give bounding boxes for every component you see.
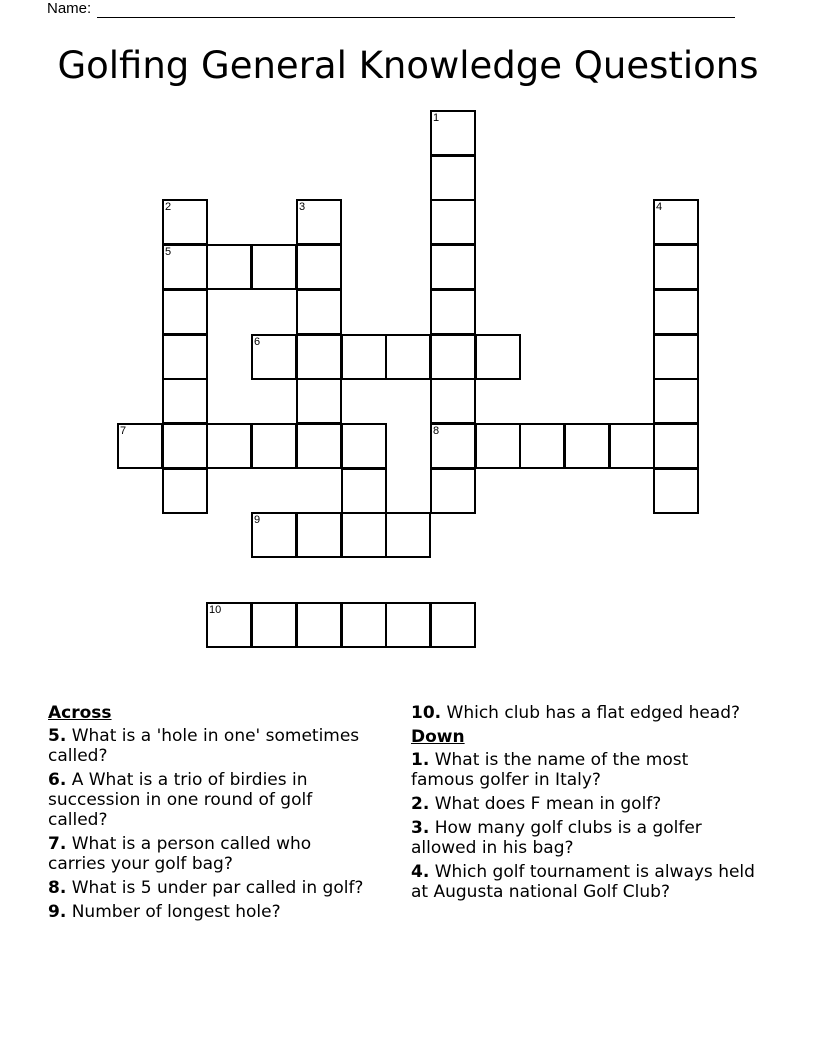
- crossword-cell[interactable]: [296, 244, 342, 290]
- crossword-cell[interactable]: [430, 378, 476, 424]
- across-clue-7: [48, 834, 368, 874]
- crossword-cell[interactable]: [251, 602, 297, 648]
- crossword-cell[interactable]: [653, 423, 699, 469]
- crossword-cell[interactable]: [385, 602, 431, 648]
- clue-text: What is a 'hole in one' sometimes called?: [48, 726, 360, 766]
- clue-number: 10.: [411, 703, 442, 723]
- crossword-cell[interactable]: [609, 423, 655, 469]
- crossword-cell[interactable]: [162, 199, 208, 245]
- crossword-cell[interactable]: [162, 334, 208, 380]
- crossword-cell[interactable]: [653, 378, 699, 424]
- crossword-cell[interactable]: [206, 244, 252, 290]
- clue-text: A What is a trio of birdies in succession in one round of golf called?: [48, 770, 313, 830]
- clue-text: What does F mean in golf?: [434, 794, 662, 814]
- down-clue-1: [411, 750, 756, 790]
- clue-text: What is a person called who carries your golf bag?: [48, 834, 312, 874]
- crossword-cell[interactable]: [296, 512, 342, 558]
- cell-number: 8: [433, 425, 440, 437]
- crossword-cell[interactable]: [296, 378, 342, 424]
- crossword-cell[interactable]: [251, 512, 297, 558]
- crossword-cell[interactable]: [430, 289, 476, 335]
- crossword-cell[interactable]: [385, 512, 431, 558]
- clue-number: 9.: [48, 902, 67, 922]
- cell-number: 6: [254, 336, 261, 348]
- crossword-cell[interactable]: [251, 423, 297, 469]
- crossword-cell[interactable]: [385, 334, 431, 380]
- crossword-cell[interactable]: [341, 334, 387, 380]
- cell-number: 5: [165, 246, 172, 258]
- cell-number: 10: [209, 604, 222, 616]
- crossword-cell[interactable]: [341, 468, 387, 514]
- crossword-cell[interactable]: [430, 468, 476, 514]
- cell-number: 3: [299, 201, 306, 213]
- across-clue-6: [48, 770, 368, 830]
- clue-text: What is 5 under par called in golf?: [71, 878, 364, 898]
- crossword-cell[interactable]: [653, 199, 699, 245]
- crossword-cell[interactable]: [653, 334, 699, 380]
- crossword-cell[interactable]: [430, 199, 476, 245]
- crossword-cell[interactable]: [430, 423, 476, 469]
- clue-number: 7.: [48, 834, 67, 854]
- crossword-cell[interactable]: [519, 423, 565, 469]
- crossword-cell[interactable]: [162, 244, 208, 290]
- crossword-cell[interactable]: [296, 289, 342, 335]
- crossword-cell[interactable]: [430, 244, 476, 290]
- across-clue-10: [411, 703, 756, 723]
- clue-number: 1.: [411, 750, 430, 770]
- crossword-cell[interactable]: [162, 289, 208, 335]
- crossword-cell[interactable]: [251, 334, 297, 380]
- clue-text: How many golf clubs is a golfer allowed in his bag?: [411, 818, 702, 858]
- down-heading: Down: [411, 727, 465, 747]
- clue-number: 8.: [48, 878, 67, 898]
- crossword-cell[interactable]: [296, 334, 342, 380]
- clue-text: Which club has a flat edged head?: [446, 703, 741, 723]
- across-heading: Across: [48, 703, 112, 723]
- crossword-cell[interactable]: [653, 289, 699, 335]
- crossword-cell[interactable]: [162, 468, 208, 514]
- cell-number: 1: [433, 112, 440, 124]
- crossword-cell[interactable]: [653, 468, 699, 514]
- down-clue-4: [411, 862, 756, 902]
- cell-number: 9: [254, 514, 261, 526]
- across-clue-5: [48, 726, 368, 766]
- crossword-cell[interactable]: [162, 378, 208, 424]
- crossword-cell[interactable]: [430, 155, 476, 201]
- crossword-cell[interactable]: [430, 110, 476, 156]
- across-clue-8: [48, 878, 368, 898]
- crossword-cell[interactable]: [341, 423, 387, 469]
- clue-text: Which golf tournament is always held at Augusta national Golf Club?: [411, 862, 755, 902]
- crossword-cell[interactable]: [206, 423, 252, 469]
- clues-right-column: [411, 703, 756, 906]
- crossword-cell[interactable]: [430, 334, 476, 380]
- crossword-cell[interactable]: [430, 602, 476, 648]
- crossword-cell[interactable]: [162, 423, 208, 469]
- crossword-cell[interactable]: [296, 423, 342, 469]
- clue-number: 6.: [48, 770, 67, 790]
- clue-text: Number of longest hole?: [71, 902, 281, 922]
- clue-number: 3.: [411, 818, 430, 838]
- clue-number: 2.: [411, 794, 430, 814]
- crossword-cell[interactable]: [564, 423, 610, 469]
- crossword-cell[interactable]: [653, 244, 699, 290]
- crossword-cell[interactable]: [206, 602, 252, 648]
- crossword-cell[interactable]: [341, 512, 387, 558]
- crossword-cell[interactable]: [475, 334, 521, 380]
- crossword-cell[interactable]: [296, 602, 342, 648]
- cell-number: 7: [120, 425, 127, 437]
- page-title: Golfing General Knowledge Questions: [57, 44, 759, 87]
- cell-number: 2: [165, 201, 172, 213]
- across-clue-9: [48, 902, 368, 922]
- down-clue-2: [411, 794, 756, 814]
- crossword-cell[interactable]: [117, 423, 163, 469]
- name-label: Name:: [47, 0, 92, 17]
- clue-number: 4.: [411, 862, 430, 882]
- clue-text: What is the name of the most famous golfer in Italy?: [411, 750, 689, 790]
- clue-number: 5.: [48, 726, 67, 746]
- cell-number: 4: [656, 201, 663, 213]
- crossword-cell[interactable]: [475, 423, 521, 469]
- crossword-cell[interactable]: [296, 199, 342, 245]
- down-clue-3: [411, 818, 756, 858]
- crossword-cell[interactable]: [251, 244, 297, 290]
- crossword-cell[interactable]: [341, 602, 387, 648]
- clues-left-column: [48, 703, 368, 926]
